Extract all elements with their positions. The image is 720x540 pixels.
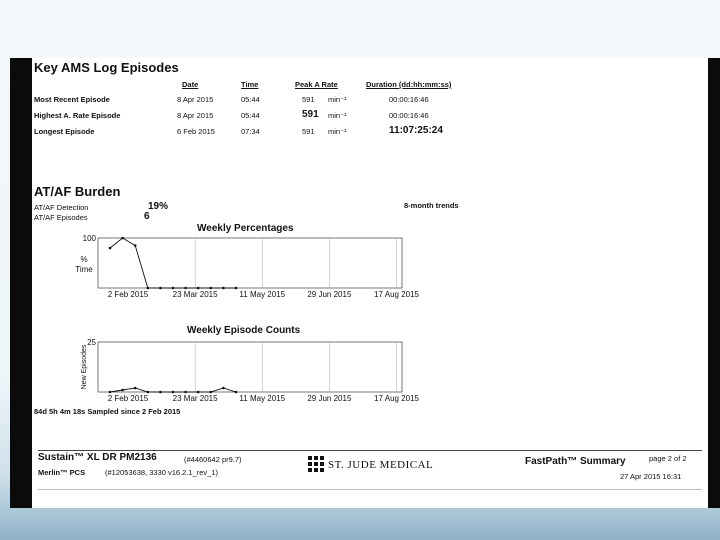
data-point: [235, 391, 238, 394]
plot-frame: [98, 238, 402, 288]
programmer-id: (#12053638, 3330 v16.2.1_rev_1): [105, 468, 219, 477]
col-header-peak-rate: Peak A Rate: [295, 80, 338, 89]
data-point: [109, 247, 112, 250]
x-tick-label: 2 Feb 2015: [107, 394, 149, 403]
y-tick-label: 100: [82, 234, 96, 243]
row-rate-unit: min⁻¹: [328, 111, 347, 120]
device-id: (#4460642 pr9.7): [184, 455, 242, 464]
data-point: [235, 287, 238, 290]
data-point: [197, 391, 200, 394]
data-point: [210, 391, 213, 394]
report-page: [32, 58, 708, 508]
x-tick-label: 17 Aug 2015: [374, 290, 419, 299]
data-point: [147, 287, 150, 290]
row-time: 05:44: [241, 95, 260, 104]
x-tick-label: 23 Mar 2015: [172, 394, 218, 403]
data-point: [121, 237, 124, 240]
y-axis-label: New Episodes: [81, 344, 88, 390]
data-point: [184, 287, 187, 290]
sampled-note: 84d 5h 4m 18s Sampled since 2 Feb 2015: [34, 407, 181, 416]
row-rate-unit: min⁻¹: [328, 127, 347, 136]
col-header-date: Date: [182, 80, 199, 89]
data-point: [222, 287, 225, 290]
x-tick-label: 23 Mar 2015: [172, 290, 218, 299]
data-point: [197, 287, 200, 290]
y-tick-label: 25: [87, 338, 96, 347]
row-rate: 591: [302, 95, 315, 104]
x-tick-label: 29 Jun 2015: [307, 290, 352, 299]
chart-title-weekly-episode-counts: Weekly Episode Counts: [187, 325, 301, 336]
y-axis-label: Time: [75, 265, 93, 274]
brand-name: ST. JUDE MEDICAL: [328, 459, 434, 471]
data-point: [222, 387, 225, 390]
data-point: [147, 391, 150, 394]
row-date: 6 Feb 2015: [177, 127, 215, 136]
row-rate-unit: min⁻¹: [328, 95, 347, 104]
detection-value: 19%: [148, 201, 169, 212]
data-point: [184, 391, 187, 394]
series-line: [110, 238, 236, 288]
report-datetime: 27 Apr 2015 16:31: [620, 472, 682, 481]
row-rate: 591: [302, 109, 319, 120]
episodes-value: 6: [144, 211, 150, 222]
log-title: Key AMS Log Episodes: [34, 60, 179, 75]
data-point: [210, 287, 213, 290]
row-time: 05:44: [241, 111, 260, 120]
plot-frame: [98, 342, 402, 392]
data-point: [134, 387, 137, 390]
footer-bottom-rule: [38, 489, 702, 490]
row-date: 8 Apr 2015: [177, 95, 214, 104]
data-point: [172, 391, 175, 394]
data-point: [159, 391, 162, 394]
row-date: 8 Apr 2015: [177, 111, 214, 120]
data-point: [121, 389, 124, 392]
x-tick-label: 11 May 2015: [239, 394, 286, 403]
episodes-label: AT/AF Episodes: [34, 213, 88, 222]
device-name: Sustain™ XL DR PM2136: [38, 452, 157, 463]
chart-title-weekly-percentages: Weekly Percentages: [197, 223, 294, 234]
col-header-duration: Duration (dd:hh:mm:ss): [366, 80, 452, 89]
x-tick-label: 17 Aug 2015: [374, 394, 419, 403]
data-point: [159, 287, 162, 290]
row-label-most-recent: Most Recent Episode: [34, 95, 110, 104]
row-time: 07:34: [241, 127, 260, 136]
x-tick-label: 11 May 2015: [239, 290, 286, 299]
col-header-time: Time: [241, 80, 259, 89]
row-duration: 11:07:25:24: [389, 125, 443, 136]
weekly-percentages-chart: [32, 228, 452, 308]
st-jude-logo-icon: [308, 456, 324, 472]
page-number: page 2 of 2: [649, 454, 687, 463]
y-axis-label: %: [80, 255, 88, 264]
data-point: [109, 391, 112, 394]
row-label-longest: Longest Episode: [34, 127, 95, 136]
detection-label: AT/AF Detection: [34, 203, 89, 212]
footer-divider: [38, 450, 702, 451]
programmer-name: Merlin™ PCS: [38, 468, 86, 477]
x-tick-label: 29 Jun 2015: [307, 394, 352, 403]
row-duration: 00:00:16:46: [389, 95, 429, 104]
burden-title: AT/AF Burden: [34, 184, 121, 199]
data-point: [172, 287, 175, 290]
row-label-highest-rate: Highest A. Rate Episode: [34, 111, 121, 120]
data-point: [134, 244, 137, 247]
trend-note: 8-month trends: [404, 201, 459, 210]
screen-bezel-left: [10, 58, 32, 508]
row-duration: 00:00:16:46: [389, 111, 429, 120]
summary-title: FastPath™ Summary: [525, 456, 626, 467]
screen-bezel-right: [708, 58, 720, 508]
row-rate: 591: [302, 127, 315, 136]
x-tick-label: 2 Feb 2015: [107, 290, 149, 299]
weekly-episode-counts-chart: [32, 332, 452, 412]
